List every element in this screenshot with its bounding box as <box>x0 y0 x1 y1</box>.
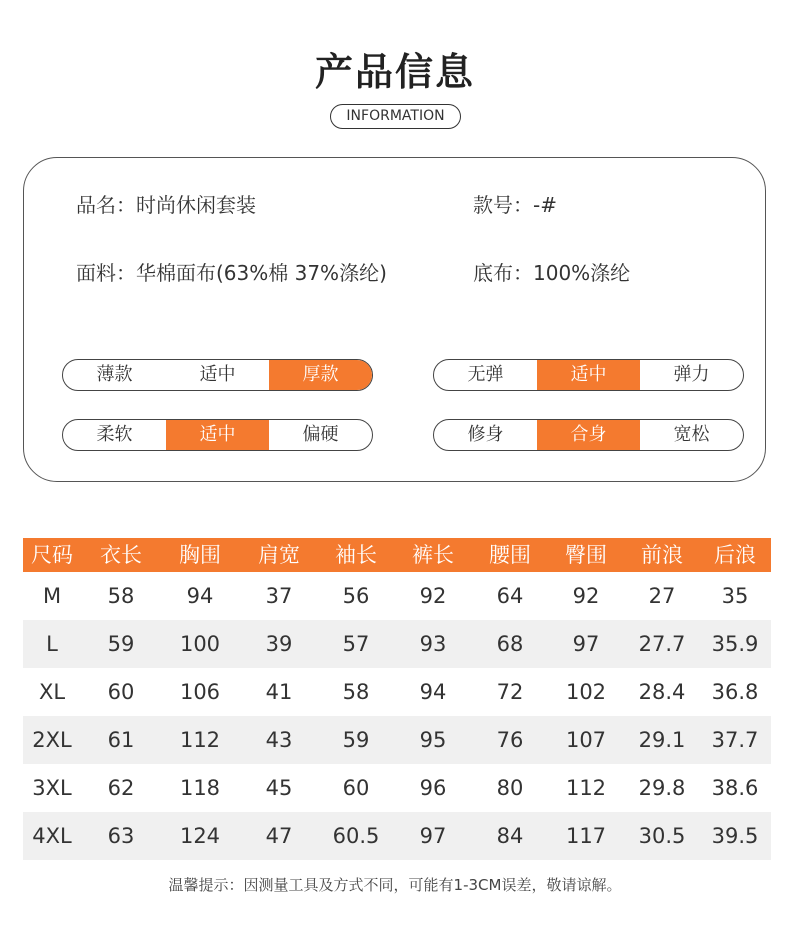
product-name: 品名：时尚休闲套装 <box>76 193 256 217</box>
measurement-cell: 102 <box>565 680 607 704</box>
measurement-cell: 35.9 <box>699 620 771 668</box>
measurement-cell: 60 <box>107 680 135 704</box>
measurement-cell: 106 <box>179 680 221 704</box>
measurement-cell: 29.8 <box>638 776 686 800</box>
measurement-cell: 112 <box>565 776 607 800</box>
header-back-rise: 后浪 <box>699 538 771 572</box>
table-row <box>23 668 771 716</box>
size-label-cell: 2XL <box>23 716 81 764</box>
size-table <box>23 538 771 860</box>
measurement-cell: 45 <box>265 776 293 800</box>
measurement-cell: 59 <box>81 620 161 668</box>
measurement-cell: 39.5 <box>699 812 771 860</box>
thickness-rating <box>62 359 373 391</box>
table-row <box>23 812 771 860</box>
measurement-cell: 60.5 <box>319 812 393 860</box>
measurement-cell: 37 <box>265 584 293 608</box>
measurement-cell: 59 <box>319 716 393 764</box>
style-number: 款号：-# <box>473 193 557 217</box>
measurement-cell: 124 <box>161 812 239 860</box>
elasticity-option-none: 无弹 <box>467 364 504 385</box>
softness-rating <box>62 419 373 451</box>
fabric-composition: 面料：华棉面布(63%棉 37%涤纶) <box>76 261 387 285</box>
header-size: 尺码 <box>23 538 81 572</box>
size-table-header-row <box>23 538 771 572</box>
measurement-cell: 80 <box>496 776 524 800</box>
size-label-cell: L <box>23 620 81 668</box>
measurement-cell: 72 <box>496 680 524 704</box>
measurement-cell: 39 <box>239 620 319 668</box>
measurement-cell: 47 <box>239 812 319 860</box>
header-front-rise: 前浪 <box>625 538 699 572</box>
measurement-cell: 100 <box>161 620 239 668</box>
header-shoulder: 肩宽 <box>239 538 319 572</box>
header-pants-length: 裤长 <box>393 538 473 572</box>
measurement-cell: 29.1 <box>625 716 699 764</box>
table-row <box>23 716 771 764</box>
softness-option-stiff: 偏硬 <box>302 424 339 445</box>
measurement-cell: 92 <box>572 584 600 608</box>
measurement-note: 温馨提示：因测量工具及方式不同，可能有1-3CM误差，敬请谅解。 <box>168 876 622 894</box>
thickness-option-medium: 适中 <box>199 364 236 385</box>
measurement-cell: 37.7 <box>699 716 771 764</box>
measurement-cell: 94 <box>186 584 214 608</box>
measurement-cell: 97 <box>547 620 625 668</box>
thickness-option-thick: 厚款 <box>269 360 372 390</box>
measurement-cell: 118 <box>179 776 221 800</box>
size-label-cell: M <box>42 584 62 608</box>
measurement-cell: 62 <box>107 776 135 800</box>
measurement-cell: 36.8 <box>711 680 759 704</box>
table-row <box>23 572 771 620</box>
subtitle-badge: INFORMATION <box>330 104 461 129</box>
measurement-cell: 117 <box>547 812 625 860</box>
fit-option-regular: 合身 <box>537 420 640 450</box>
header-sleeve: 袖长 <box>319 538 393 572</box>
product-info-card <box>23 157 766 482</box>
fit-option-slim: 修身 <box>467 424 504 445</box>
size-table-body <box>23 572 771 860</box>
measurement-cell: 92 <box>419 584 447 608</box>
measurement-cell: 27.7 <box>625 620 699 668</box>
size-label-cell: 3XL <box>32 776 72 800</box>
measurement-cell: 112 <box>161 716 239 764</box>
measurement-cell: 63 <box>81 812 161 860</box>
measurement-cell: 64 <box>496 584 524 608</box>
size-label-cell: 4XL <box>23 812 81 860</box>
fit-option-loose: 宽松 <box>673 424 710 445</box>
measurement-cell: 58 <box>107 584 135 608</box>
measurement-cell: 96 <box>419 776 447 800</box>
measurement-cell: 60 <box>342 776 370 800</box>
measurement-cell: 30.5 <box>625 812 699 860</box>
measurement-cell: 57 <box>319 620 393 668</box>
measurement-cell: 94 <box>419 680 447 704</box>
measurement-cell: 61 <box>81 716 161 764</box>
measurement-cell: 35 <box>721 584 749 608</box>
measurement-cell: 43 <box>239 716 319 764</box>
measurement-cell: 38.6 <box>711 776 759 800</box>
softness-option-soft: 柔软 <box>96 424 133 445</box>
measurement-cell: 93 <box>393 620 473 668</box>
size-label-cell: XL <box>38 680 66 704</box>
elasticity-rating <box>433 359 744 391</box>
softness-option-medium: 适中 <box>166 420 269 450</box>
header-chest: 胸围 <box>161 538 239 572</box>
measurement-cell: 27 <box>648 584 676 608</box>
measurement-cell: 56 <box>342 584 370 608</box>
elasticity-option-stretch: 弹力 <box>673 364 710 385</box>
fit-rating <box>433 419 744 451</box>
page-title: 产品信息 <box>314 50 475 94</box>
table-row <box>23 764 771 812</box>
measurement-cell: 58 <box>342 680 370 704</box>
measurement-cell: 97 <box>393 812 473 860</box>
header-length: 衣长 <box>81 538 161 572</box>
header-waist: 腰围 <box>473 538 547 572</box>
table-row <box>23 620 771 668</box>
elasticity-option-medium: 适中 <box>537 360 640 390</box>
header-hip: 臀围 <box>547 538 625 572</box>
measurement-cell: 84 <box>473 812 547 860</box>
measurement-cell: 76 <box>473 716 547 764</box>
measurement-cell: 28.4 <box>638 680 686 704</box>
measurement-cell: 95 <box>393 716 473 764</box>
thickness-option-thin: 薄款 <box>96 364 133 385</box>
measurement-cell: 41 <box>265 680 293 704</box>
lining-composition: 底布：100%涤纶 <box>473 261 631 285</box>
measurement-cell: 68 <box>473 620 547 668</box>
measurement-cell: 107 <box>547 716 625 764</box>
